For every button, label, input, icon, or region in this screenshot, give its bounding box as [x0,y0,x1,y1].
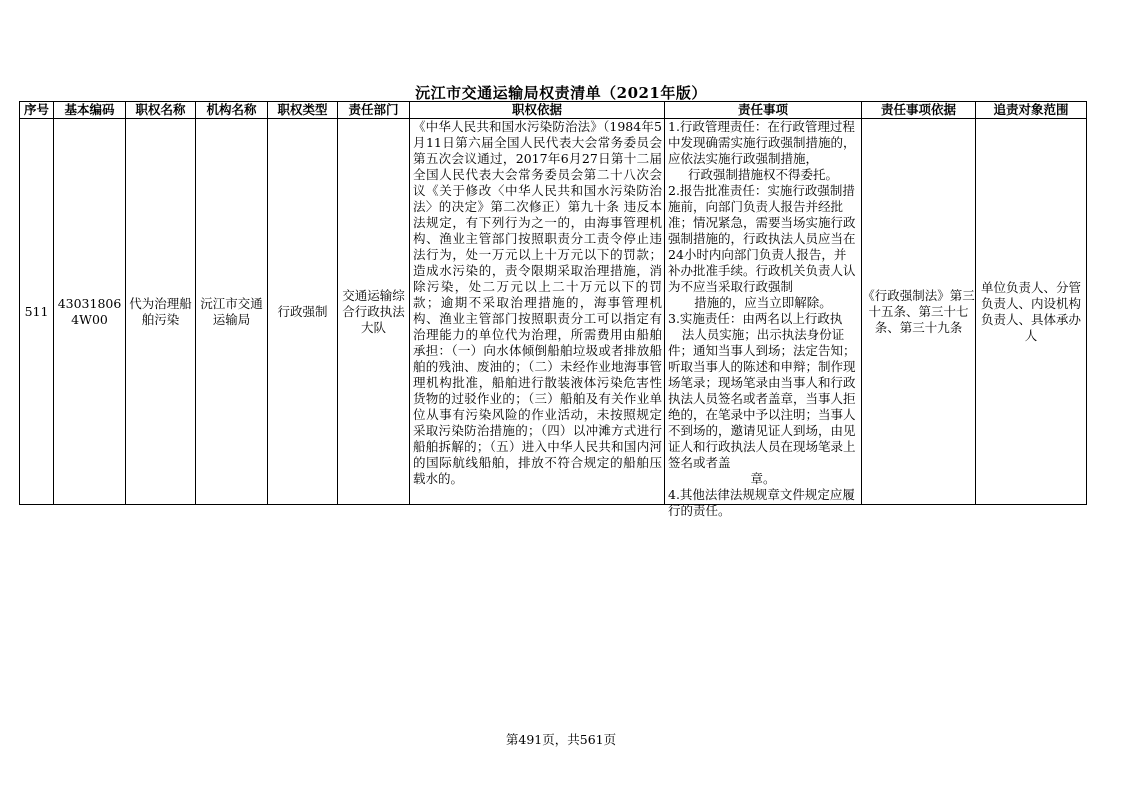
page-number: 第491页，共561页 [505,732,617,747]
responsibility-line: 行政强制措施权不得委托。 [687,167,838,182]
header-power-type: 职权类型 [268,102,338,119]
header-department: 责任部门 [338,102,410,119]
responsibility-line: 章。 [750,471,776,486]
cell-department: 交通运输综合行政执法大队 [342,287,405,335]
cell-resp-basis: 《行政强制法》第三十五条、第三十七条、第三十九条 [862,287,975,335]
cell-code: 430318064W00 [57,295,122,327]
cell-power-type: 行政强制 [277,303,328,319]
page-title: 沅江市交通运输局权责清单（2021年版） [415,84,707,102]
cell-power-name: 代为治理船舶污染 [129,295,192,327]
header-code: 基本编码 [54,102,126,119]
header-legal-basis: 职权依据 [410,102,665,119]
responsibility-line: 3.实施责任：由两名以上行政执 [668,311,843,326]
responsibility-line: 措施的，应当立即解除。 [694,295,832,310]
cell-responsibilities [665,119,861,518]
power-list-table [19,101,1087,518]
table-row [20,119,1087,505]
cell-agency: 沅江市交通运输局 [200,295,263,327]
cell-accountability: 单位负责人、分管负责人、内设机构负责人、具体承办人 [980,279,1081,343]
cell-index: 511 [24,303,49,319]
header-resp-basis: 责任事项依据 [862,102,976,119]
header-accountability: 追责对象范围 [976,102,1087,119]
responsibility-line: 件；通知当事人到场；法定告知；听取当事人的陈述和申辩；制作现场笔录；现场笔录由当事人和行政执法人员签名或者盖章，当事人拒绝的，在笔录中予以注明；当事人不到场的，邀请见证人到场，由见证人和行政执法人员在现场笔录上签名或者盖 [668,343,856,470]
header-responsibilities: 责任事项 [665,102,862,119]
responsibility-line: 4.其他法律法规规章文件规定应履行的责任。 [668,487,855,518]
responsibility-line: 法人员实施；出示执法身份证 [681,327,845,342]
header-agency: 机构名称 [196,102,268,119]
responsibility-line: 2.报告批准责任：实施行政强制措施前，向部门负责人报告并经批准；情况紧急，需要当场实施行政强制措施的，行政执法人员应当在24小时内向部门负责人报告，并补办批准手续。行政机关负责人认为不应当采取行政强制 [668,183,856,294]
header-index: 序号 [20,102,54,119]
table-header-row [20,102,1087,119]
responsibility-line: 1.行政管理责任：在行政管理过程中发现确需实施行政强制措施的，应依法实施行政强制措施， [668,119,856,166]
cell-legal-basis: 《中华人民共和国水污染防治法》（1984年5月11日第六届全国人民代表大会常务委员会第五次会议通过，2017年6月27日第十二届全国人民代表大会常务委员会第二十八次会议《关于修改〈中华人民共和国水污染防治法〉的决定》第二次修正）第九十条 违反本法规定，有下列行为之一的，由海事管理机构、渔业主管部门按照职责分工责令停止违法行为，处一万元以上十万元以下的罚款；造成水污染的，责令限期采取治理措施，消除污染，处二万元以上二十万元以下的罚款；逾期不采取治理措施的，海事管理机构、渔业主管部门按照职责分工可以指定有治理能力的单位代为治理，所需费用由船舶承担：（一）向水体倾倒船舶垃圾或者排放船舶的残油、废油的；（二）未经作业地海事管理机构批准，船舶进行散装液体污染危害性货物的过驳作业的；（三）船舶及有关作业单位从事有污染风险的作业活动，未按照规定采取污染防治措施的；（四）以冲滩方式进行船舶拆解的；（五）进入中华人民共和国内河的国际航线船舶，排放不符合规定的船舶压载水的。 [413,119,662,486]
header-power-name: 职权名称 [126,102,196,119]
